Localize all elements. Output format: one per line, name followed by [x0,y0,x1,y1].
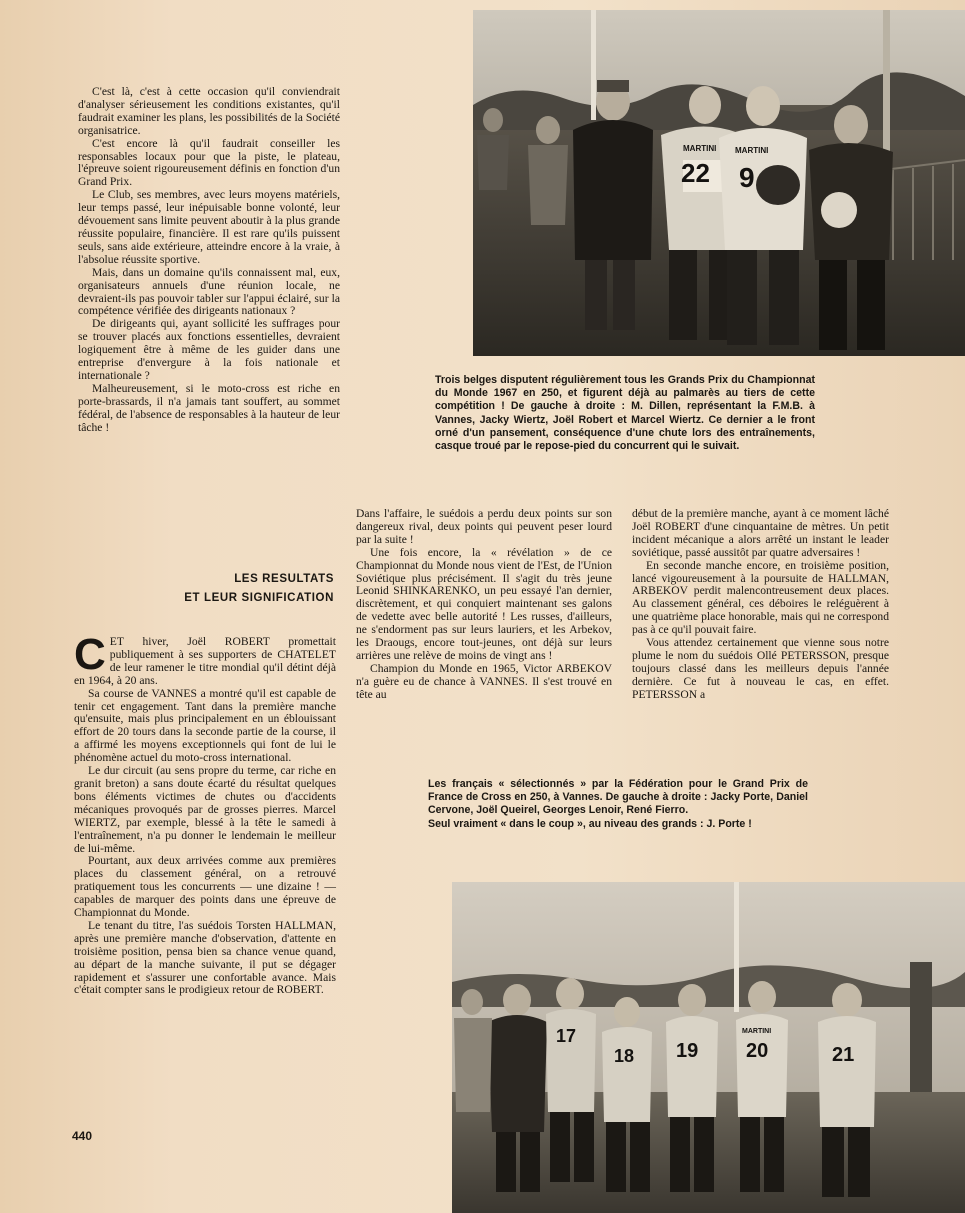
jersey-number: 9 [739,162,755,193]
caption-top-text: Trois belges disputent régulièrement tous les Grands Prix du Championnat du Monde 1967 en 250, et figurent déjà au palmarès au tiers de cette compétition ! De gauche à droite : M. Dillen, représentant la F.M.B. à Vannes, Jacky Wiertz, Joël Robert et Marcel Wiertz. Ce dernier a le front orné d'un pansement, conséquence d'une chute lors des entraînements, casque troué par le repose-pied du concurrent qui le suivait. [435,374,815,453]
paragraph: Mais, dans un domaine qu'ils connaissent mal, eux, organisateurs annuels d'une réunion locale, ne devraient-ils pas pouvoir tabler sur l'appui éclairé, sur la compétence vérifiée des dirigeants nationaux ? [78,265,340,318]
caption-top [435,374,815,453]
section-heading [150,570,334,608]
caption-bottom-text: Les français « sélectionnés » par la Fédération pour le Grand Prix de France de Cross en 250, à Vannes. De gauche à droite : Jacky Porte, Daniel Cervone, Joël Queirel, Georges Lenoir, René Fierro. [428,778,808,817]
lead-paragraph-text: ET hiver, Joël ROBERT promettait publiquement à ses supporters de CHATELET de leur ramener le titre mondial qu'il détint déjà en 1964, à 20 ans. [74,635,336,687]
drop-cap: C [74,630,106,679]
jersey-number: 21 [832,1044,855,1066]
jersey-number: 22 [681,158,710,188]
paragraph: Le tenant du titre, l'as suédois Torsten HALLMAN, après une première manche d'observation, d'attente en troisième position, pensa bien sa chance venue quand, au départ de la manche suivante, il put se dégager rapidement et s'assurer une confortable avance. Mais c'était compter sans le prodigieux retour de ROBERT. [74,918,336,997]
paragraph: Champion du Monde en 1965, Victor ARBEKOV n'a guère eu de chance à VANNES. Il s'est trouvé en tête au [356,661,612,701]
sponsor-label: MARTINI [735,146,769,155]
section-heading-line2: ET LEUR SIGNIFICATION [184,592,334,604]
section-heading-line1: LES RESULTATS [234,573,334,585]
paragraph: Le dur circuit (au sens propre du terme, car riche en granit breton) a sans doute écarté du résultat quelques bons éléments victimes de chutes ou d'accidents mécaniques provoqués par de grosses pierres. Marcel WIERTZ, par exemple, blessé à la tête le samedi à l'entraînement, n'a pu donner le lendemain le meilleur de lui-même. [74,764,336,855]
page-number: 440 [72,1129,93,1143]
photo-french-riders-image [452,882,965,1213]
left-column-text [78,86,340,434]
paragraph: Dans l'affaire, le suédois a perdu deux points sur son dangereux rival, deux points qui peuvent peser lourd par la suite ! [356,507,612,546]
caption-bottom [428,778,808,831]
lead-paragraph [74,630,336,688]
paragraph: Une fois encore, la « révélation » de ce Championnat du Monde nous vient de l'Est, de l'Union Soviétique plus précisément. Il s'agit du très jeune Leonid SHINKARENKO, un peu essayé l'an dernier, discrètement, et qui conquiert maintenant ses galons de vedette avec belle autorité ! Les russes, d'ailleurs, ne s'endorment pas sur leurs lauriers, et les Arbekov, les Draougs, encore tout-jeunes, ont déjà sur leurs arrières une relève de moins de vingt ans ! [356,545,612,662]
photo-french-riders [452,882,965,1213]
sponsor-label: MARTINI [742,1028,772,1035]
photo-belgian-riders-image [473,10,965,356]
jersey-number: 18 [614,1046,635,1066]
middle-column-text [356,508,612,702]
paragraph: Sa course de VANNES a montré qu'il est capable de tenir cet engagement. Tant dans la première manche qu'ensuite, mais plus principalement en un éblouissant effort de 20 tours dans la seconde partie de la course, il a affirmé les moyens exceptionnels qui font de lui le phénomène actuel du moto-cross international. [74,686,336,765]
paragraph: C'est encore là qu'il faudrait conseiller les responsables locaux pour que la piste, le plateau, l'épreuve soient rigoureusement définis en fonction d'un Grand Prix. [78,136,340,189]
paragraph: Vous attendez certainement que vienne sous notre plume le nom du suédois Ollé PETERSSON, presque toujours classé dans les meilleurs depuis l'année dernière. Ce fut à nouveau le cas, en effet. PETERSSON a [632,636,889,701]
caption-bottom-text2: Seul vraiment « dans le coup », au niveau des grands : J. Porte ! [428,817,752,830]
jersey-number: 19 [676,1040,699,1062]
paragraph: C'est là, c'est à cette occasion qu'il conviendrait d'analyser sérieusement les conditions existantes, qu'il faudrait examiner les plans, les possibilités de la Société organisatrice. [78,85,340,137]
paragraph: De dirigeants qui, ayant sollicité les suffrages pour se trouver placés aux fonctions essentielles, devraient logiquement être à même de les guider dans une entreprise d'envergure à la fois nationale et internationale ? [78,317,340,382]
paragraph: début de la première manche, ayant à ce moment lâché Joël ROBERT d'une cinquantaine de mètres. Un petit incident mécanique a alors arrêté un instant le leader soviétique, passé aussitôt par quatre adversaires ! [632,507,889,559]
paragraph: Le Club, ses membres, avec leurs moyens matériels, leur temps passé, leur inépuisable bonne volonté, leur dévouement sans limite peuvent aboutir à la plus grande réussite populaire, financière. Il est rare qu'ils puissent seuls, sans aide extérieure, atteindre encore à la vraie, à l'absolue réussite sportive. [78,188,340,266]
paragraph: En seconde manche encore, en troisième position, lancé vigoureusement à la poursuite de HALLMAN, ARBEKOV perdit malencontreusement deux places. Au classement général, ces déboires le reléguèrent à une quatrième place honorable, mais qui ne correspond pas à ce qu'il pouvait faire. [632,558,889,637]
paragraph: Malheureusement, si le moto-cross est riche en porte-brassards, il n'a jamais tant souffert, au sommet fédéral, de l'absence de responsables à la hauteur de leur tâche ! [78,381,340,434]
sponsor-label: MARTINI [683,144,717,153]
jersey-number: 20 [746,1040,769,1062]
lower-left-column-text [74,630,336,997]
paragraph: Pourtant, aux deux arrivées comme aux premières places du classement général, on a retrouvé pratiquement tous les concurrents — une dizaine ! — capables de marquer des points dans une épreuve de Championnat du Monde. [74,854,336,920]
right-column-text [632,508,889,702]
photo-belgian-riders [473,10,965,356]
jersey-number: 17 [556,1026,577,1046]
